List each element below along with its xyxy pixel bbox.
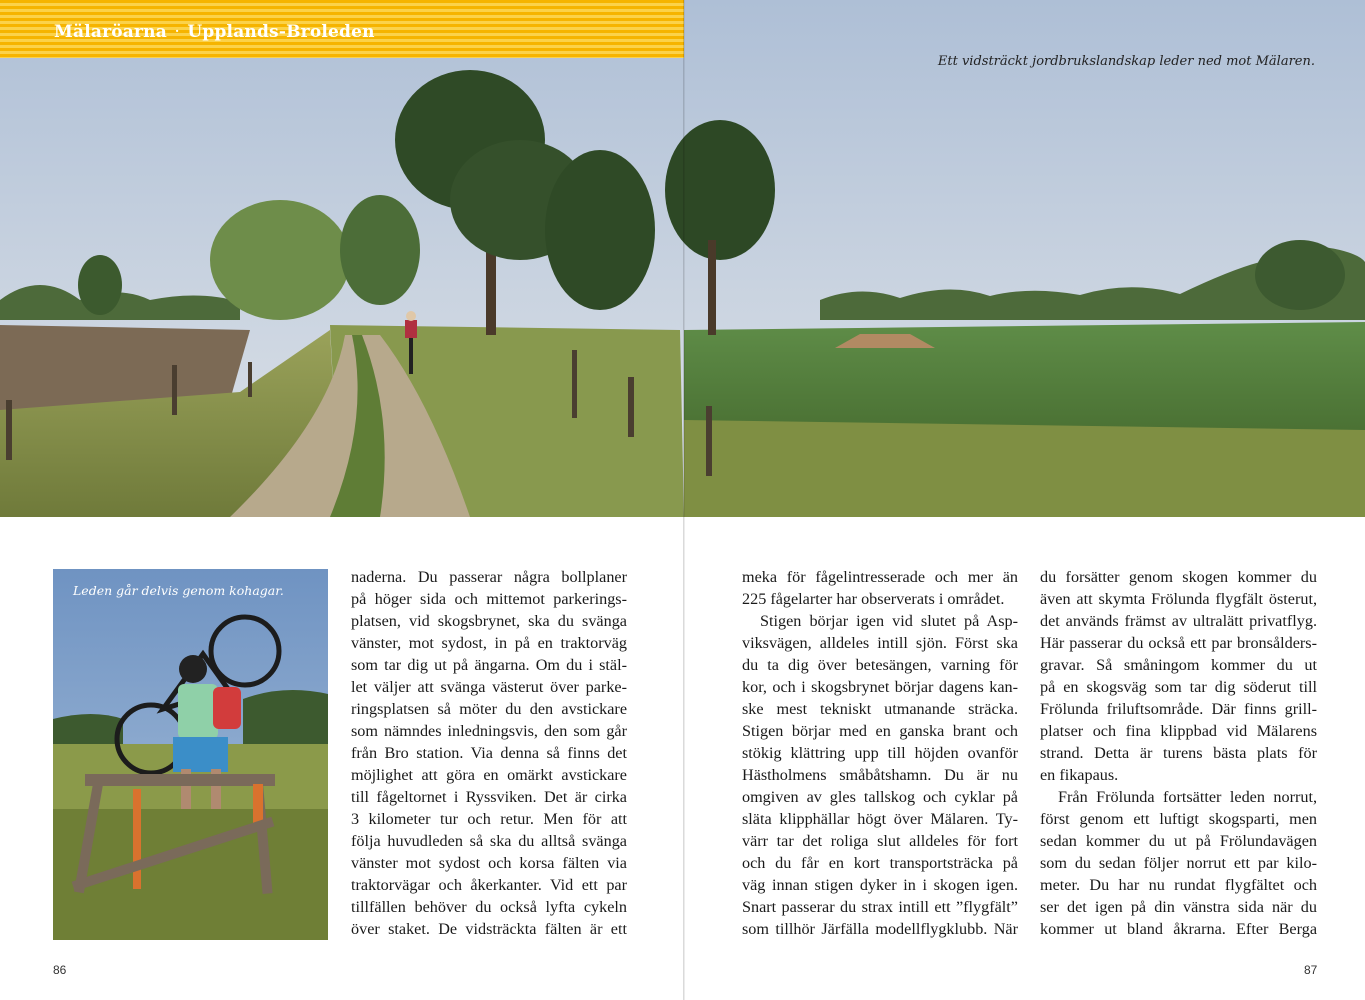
header-separator: · [174, 24, 180, 38]
text-line: platser och fina klippbad vid Mälarens [1040, 722, 1317, 740]
text-line: meter. Du har nu rundat flygfältet och [1040, 876, 1317, 894]
section-header [54, 22, 375, 42]
section-name: Mälaröarna [54, 22, 167, 42]
text-line: på en skogsväg som tar dig söderut till [1040, 678, 1317, 696]
text-line: vänster, mot sydost, in på en traktorväg [351, 634, 627, 652]
text-line: som du sedan följer norrut ett par kilo- [1040, 854, 1317, 872]
text-line: meka för fågelintresserade och mer än [742, 568, 1018, 586]
text-line: 3 kilometer tur och retur. Men för att [351, 810, 627, 828]
page-number-left: 86 [53, 963, 67, 977]
photo-caption-top: Ett vidsträckt jordbrukslandskap leder ned mot Mälaren. [937, 54, 1315, 69]
text-line: som tar dig ut på ängarna. Om du i stäl- [351, 656, 627, 674]
text-line: släta klipphällar högt över Mälaren. Ty- [742, 810, 1018, 828]
text-column-1 [351, 566, 627, 940]
text-column-3 [1040, 566, 1317, 940]
text-line: sedan kommer du ut på Frölundavägen [1040, 832, 1317, 850]
text-line: 225 fågelarter har observerats i området. [742, 590, 1005, 608]
text-line: följa huvudleden så ska du alltså svänga [351, 832, 627, 850]
text-line: även att skymta Frölunda flygfält österut, [1040, 590, 1317, 608]
text-line: som nämndes inledningsvis, den som går [351, 722, 627, 740]
text-line: vänster mot sydost och korsa fälten via [351, 854, 627, 872]
text-line: stökig klättring upp till höjden ovanför [742, 744, 1018, 762]
page-number-right: 87 [1304, 963, 1318, 977]
text-line: Från Frölunda fortsätter leden norrut, [1058, 788, 1317, 806]
text-line: naderna. Du passerar några bollplaner [351, 568, 627, 586]
text-line: ringsplatsen så möter du den avstickare [351, 700, 627, 718]
text-line: värr tar det roliga slut alldeles för fort [742, 832, 1018, 850]
route-name: Upplands-Broleden [187, 22, 375, 42]
text-line: platsen, vid skogsbrynet, ska du svänga [351, 612, 627, 630]
text-line: Hästholmens småbåtshamn. Du är nu [742, 766, 1018, 784]
text-line: som tillhör Järfälla modellflygklubb. När [742, 920, 1018, 938]
text-line: omgiven av gles tallskog och cyklar på [742, 788, 1018, 806]
text-line: möjlighet att göra en omärkt avstickare [351, 766, 627, 784]
text-line: Stigen börjar igen vid slutet på Asp- [760, 612, 1018, 630]
text-line: viksvägen, alldeles intill sjön. Först ska [742, 634, 1018, 652]
text-line: från Bro station. Via denna så finns det [351, 744, 627, 762]
text-line: och du får en kort transportsträcka på [742, 854, 1018, 872]
text-line: Stigen börjar med en ganska brant och [742, 722, 1018, 740]
text-line: en fikapaus. [1040, 766, 1119, 784]
text-line: traktorvägar och åkerkanter. Vid ett par [351, 876, 627, 894]
text-line: väg innan stigen dyker in i skogen igen. [742, 876, 1018, 894]
page-gutter [683, 0, 685, 1000]
inset-photo [53, 569, 328, 940]
text-line: let väljer att svänga västerut över parke- [351, 678, 627, 696]
text-line: Här passerar du också ett par bronsålders- [1040, 634, 1317, 652]
text-line: över staket. De vidsträckta fälten är ett [351, 920, 627, 938]
text-line: kommer ut bland åkrarna. Efter Berga [1040, 920, 1317, 938]
text-line: Frölunda friluftsområde. Där finns grill- [1040, 700, 1317, 718]
inset-caption: Leden går delvis genom kohagar. [73, 583, 284, 598]
section-header-band [0, 0, 684, 58]
text-line: till fågeltornet i Ryssviken. Det är cirka [351, 788, 627, 806]
text-line: ske mest tekniskt utmanande sträcka. [742, 700, 1018, 718]
text-line: du forsätter genom skogen kommer du [1040, 568, 1317, 586]
text-line: det används främst av ultralätt privatflyg. [1040, 612, 1317, 630]
text-line: strand. Detta är turens bästa plats för [1040, 744, 1317, 762]
text-column-2 [742, 566, 1018, 940]
text-line: du ta dig över betesängen, varning för [742, 656, 1018, 674]
text-line: först genom ett luftigt skogsparti, men [1040, 810, 1317, 828]
text-line: ser det igen på din vänstra sida när du [1040, 898, 1317, 916]
text-line: tillfällen behöver du också lyfta cykeln [351, 898, 627, 916]
text-line: kor, och i skogsbrynet börjar dagens kan- [742, 678, 1018, 696]
text-line: Snart passerar du strax intill ett ”flygfält” [742, 898, 1018, 916]
text-line: på höger sida och mittemot parkerings- [351, 590, 627, 608]
text-line: gravar. Så småningom kommer du ut [1040, 656, 1317, 674]
